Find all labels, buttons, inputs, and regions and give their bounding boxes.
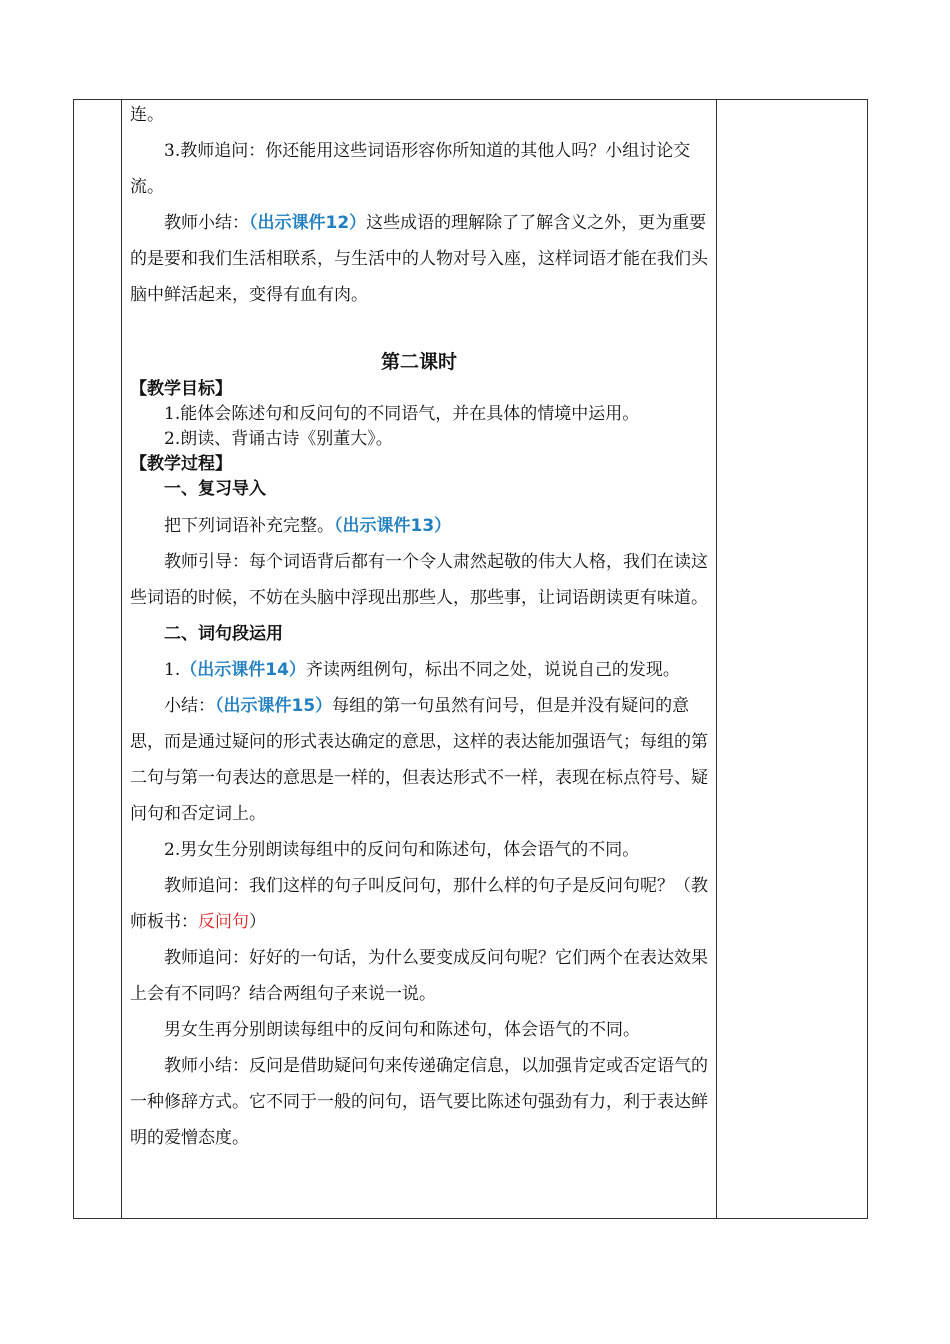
process-heading: 【教学过程】 [130,454,232,474]
paragraph: 教师追问：好好的一句话，为什么要变成反问句呢？它们两个在表达效果上会有不同吗？结合两组句子来说一说。 [130,948,708,1004]
text: 这些成语的理解除了了解含义之外，更为重要的是要和我们生活相联系，与生活中的人物对号入座，这样词语才能在我们头脑中鲜活起来，变得有血有肉。 [130,213,708,305]
goal-item: 1.能体会陈述句和反问句的不同语气，并在具体的情境中运用。 [164,404,640,424]
lesson-content [130,99,708,1156]
text: 小结： [164,696,215,716]
text: ） [249,912,266,932]
paragraph: 教师引导：每个词语背后都有一个令人肃然起敬的伟大人格，我们在读这些词语的时候，不妨在头脑中浮现出那些人，那些事，让词语朗读更有味道。 [130,552,708,608]
column-divider-right [716,100,717,1218]
step-heading: 二、词句段运用 [164,624,283,644]
text: 把下列词语补充完整。 [164,516,334,536]
paragraph: 2.男女生分别朗读每组中的反问句和陈述句，体会语气的不同。 [164,840,640,860]
board-note: 反问句 [198,912,249,932]
goal-item: 2.朗读、背诵古诗《别董大》。 [164,429,393,449]
courseware-ref: （出示课件15） [215,696,333,716]
paragraph [130,508,708,544]
text: 齐读两组例句，标出不同之处，说说自己的发现。 [305,660,680,680]
column-divider-left [121,100,122,1218]
paragraph [130,205,708,313]
paragraph [130,652,708,688]
courseware-ref: （出示课件14） [180,660,306,680]
step-heading: 一、复习导入 [164,479,266,499]
courseware-ref: （出示课件13） [334,516,452,536]
paragraph [130,688,708,832]
paragraph: 教师小结：反问是借助疑问句来传递确定信息，以加强肯定或否定语气的一种修辞方式。它不同于一般的问句，语气要比陈述句强劲有力，利于表达鲜明的爱憎态度。 [130,1056,708,1148]
paragraph: 男女生再分别朗读每组中的反问句和陈述句，体会语气的不同。 [164,1020,640,1040]
paragraph [130,868,708,940]
paragraph: 连。 [130,105,164,125]
section-title: 第二课时 [380,351,457,373]
text: 教师小结： [164,213,249,233]
paragraph: 3.教师追问：你还能用这些词语形容你所知道的其他人吗？小组讨论交流。 [130,141,691,197]
text: 每组的第一句虽然有问号，但是并没有疑问的意思，而是通过疑问的形式表达确定的意思，这样的表达能加强语气；每组的第二句与第一句表达的意思是一样的，但表达形式不一样，表现在标点符号、疑问句和否定词上。 [130,696,708,824]
goal-heading: 【教学目标】 [130,379,232,399]
text: 1. [164,660,181,680]
courseware-ref: （出示课件12） [249,213,367,233]
text: 教师追问：我们这样的句子叫反问句，那什么样的句子是反问句呢？（教师板书： [130,876,708,932]
